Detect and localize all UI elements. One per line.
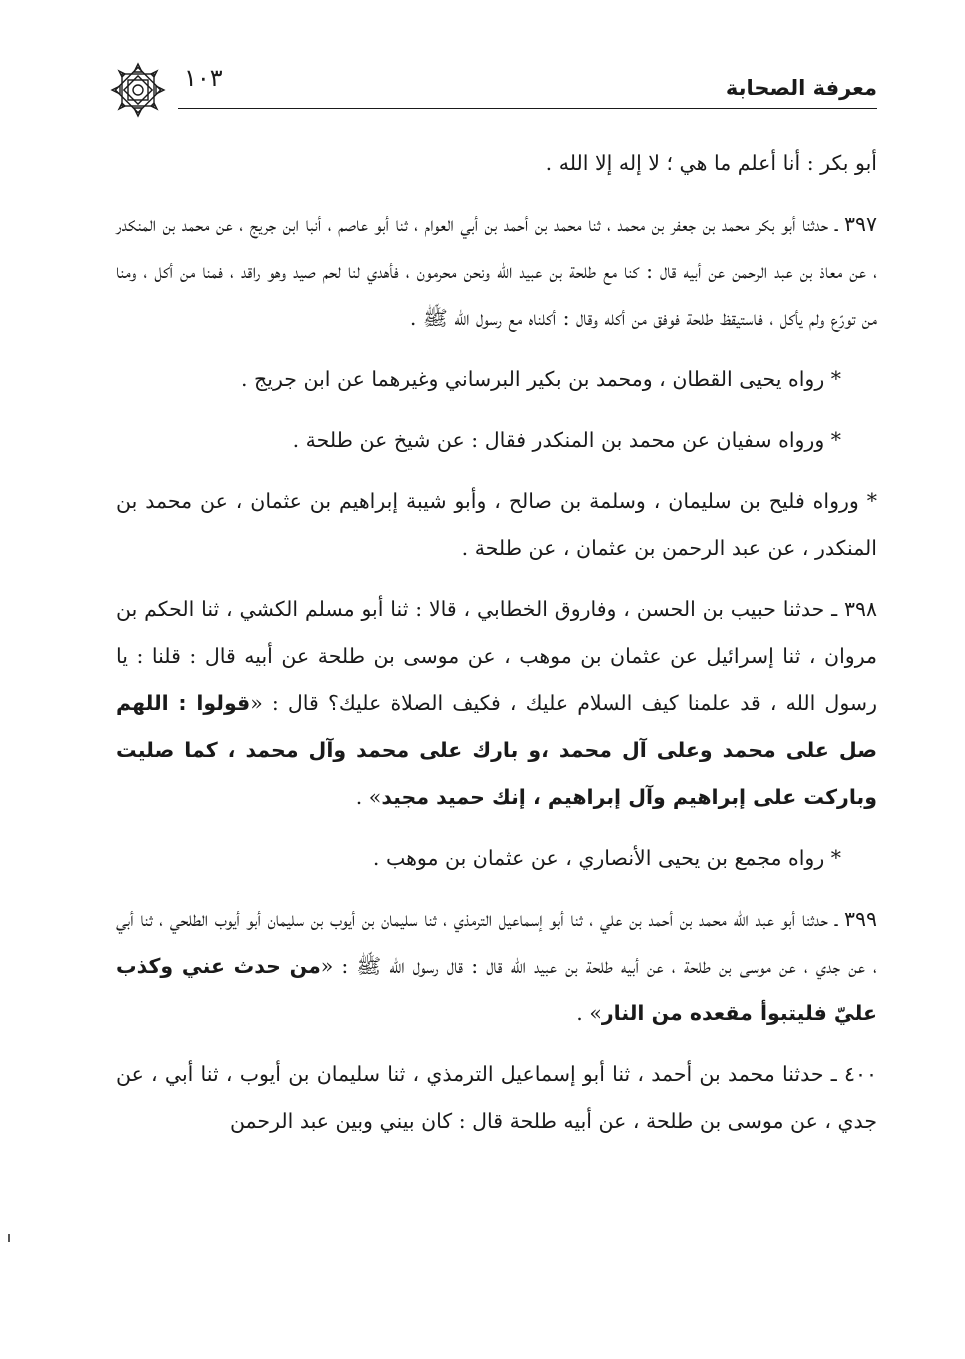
- note-paragraph-3: * ورواه فليح بن سليمان ، وسلمة بن صالح ، وأبو شيبة إبراهيم بن عثمان ، عن محمد بن المنكدر ، عن عبد الرحمن بن عثمان ، عن طلحة .: [116, 489, 877, 560]
- paragraph-hadith-399: [116, 896, 877, 1037]
- note-paragraph-4: * رواه مجمع بن يحيى الأنصاري ، عن عثمان بن موهب .: [372, 846, 841, 870]
- note-paragraph-1: * رواه يحيى القطان ، ومحمد بن بكير البرساني وغيرهما عن ابن جريج .: [241, 367, 841, 391]
- page-number: ١٠٣: [184, 64, 223, 92]
- main-text: [116, 140, 877, 1159]
- paragraph-hadith-400: ٤٠٠ ـ حدثنا محمد بن أحمد ، ثنا أبو إسماعيل الترمذي ، ثنا سليمان بن أيوب ، ثنا أبي ، عن جدي ، عن موسى بن طلحة ، عن أبيه طلحة قال : كان بيني وبين عبد الرحمن: [116, 1062, 877, 1133]
- hadith-399-chain: ٣٩٩ ـ حدثنا أبو عبد الله محمد بن أحمد بن علي ، ثنا أبو إسماعيل الترمذي ، ثنا سليمان بن أيوب بن سليمان أبو أيوب الطلحي ، ثنا أبي ، عن جدي ، عن موسى بن طلحة ، عن أبيه طلحة بن عبيد الله قال : قال رسول الله ﷺ : «: [116, 907, 877, 978]
- hadith-398-close: » .: [355, 785, 382, 809]
- running-title: معرفة الصحابة: [725, 76, 877, 100]
- star-ornament-icon: [108, 60, 168, 120]
- page-header: [108, 58, 877, 110]
- paragraph-hadith-397: ٣٩٧ ـ حدثنا أبو بكر محمد بن جعفر بن محمد ، ثنا محمد بن أحمد بن أبي العوام ، ثنا أبو عاصم ، أنبا ابن جريج ، عن محمد بن المنكدر ، عن معاذ بن عبد الرحمن عن أبيه قال : كنا مع طلحة بن عبيد الله ونحن محرمون ، فأهدي لنا لحم صيد وهو راقد ، فمنا من أكل ، ومنا من تورّع ولم يأكل ، فاستيقظ طلحة فوفق من أكله وقال : أكلناه مع رسول الله ﷺ .: [116, 212, 877, 330]
- margin-mark: [8, 1234, 10, 1242]
- hadith-398-text: قولوا : اللهم صل على محمد وعلى آل محمد ،و بارك على محمد وآل محمد ، كما صليت وباركت على إبراهيم وآل إبراهيم ، إنك حميد مجيد: [116, 691, 877, 809]
- paragraph-hadith-398: [116, 586, 877, 821]
- paragraph-continuation: أبو بكر : أنا أعلم ما هي ؛ لا إله إلا الله .: [545, 151, 877, 175]
- hadith-399-text: من حدث عني وكذب عليّ فليتبوأ مقعده من النار: [116, 954, 877, 1025]
- header-rule: [178, 108, 877, 109]
- note-paragraph-2: * ورواه سفيان عن محمد بن المنكدر فقال : عن شيخ عن طلحة .: [292, 428, 841, 452]
- hadith-399-close: » .: [576, 1001, 602, 1025]
- hadith-398-chain: ٣٩٨ ـ حدثنا حبيب بن الحسن ، وفاروق الخطابي ، قالا : ثنا أبو مسلم الكشي ، ثنا الحكم بن مروان ، ثنا إسرائيل عن عثمان بن موهب ، عن موسى بن طلحة عن أبيه قال : قلنا : يا رسول الله ، قد علمنا كيف السلام عليك ، فكيف الصلاة عليك؟ قال : «: [116, 597, 877, 715]
